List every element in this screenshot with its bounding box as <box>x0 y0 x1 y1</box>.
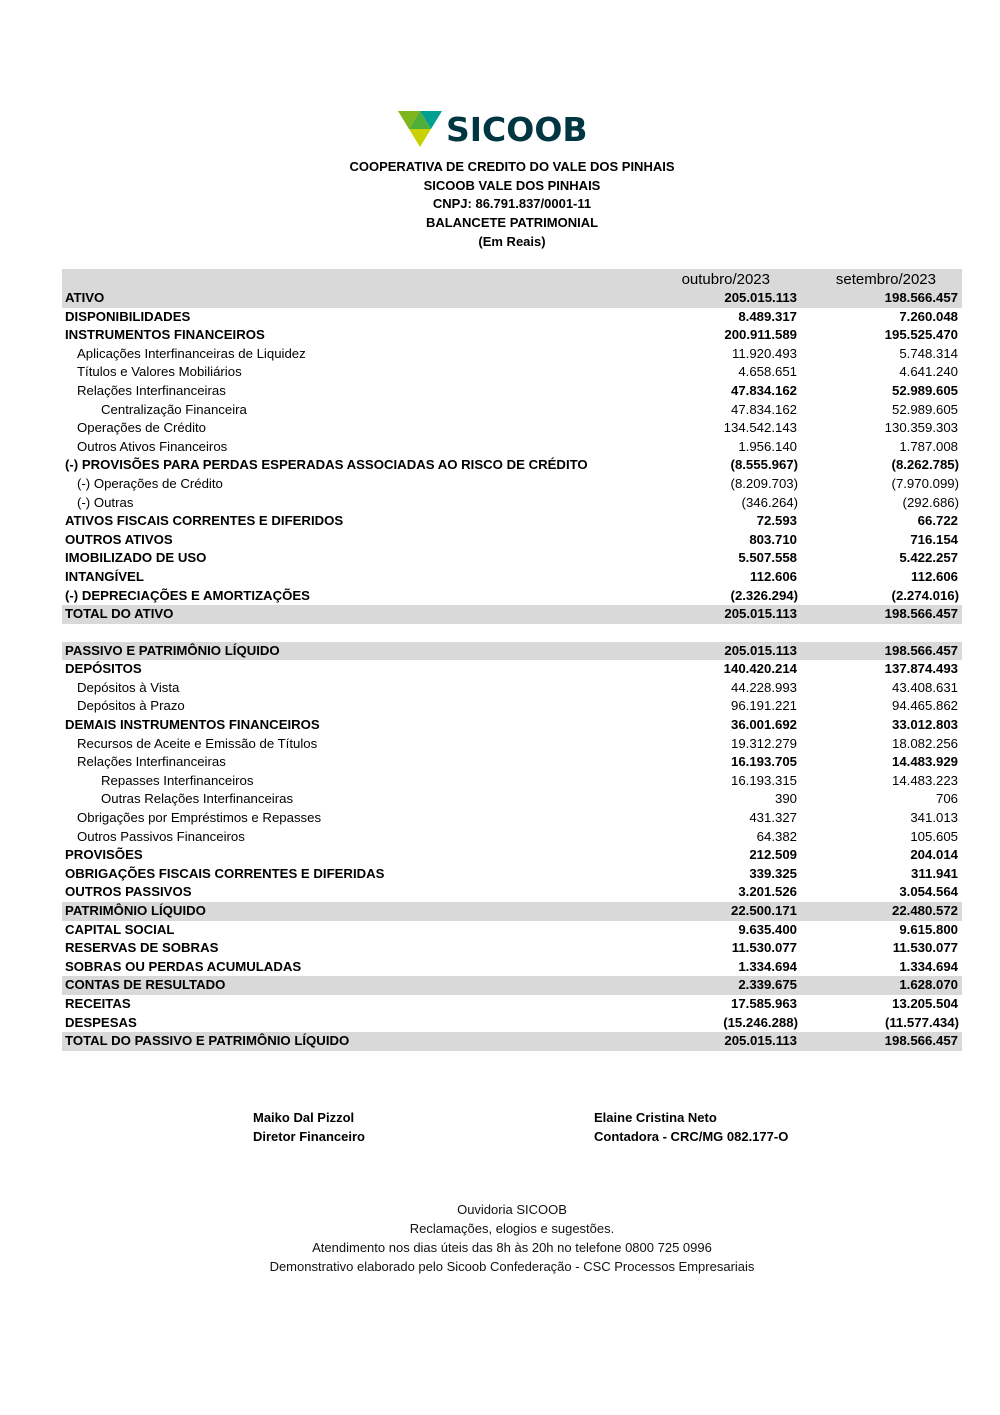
value-previous: 66.722 <box>917 513 958 529</box>
value-current: 11.920.493 <box>731 345 797 361</box>
value-current: 2.339.675 <box>738 977 797 993</box>
row-label: OBRIGAÇÕES FISCAIS CORRENTES E DIFERIDAS <box>65 865 385 881</box>
value-previous: 198.566.457 <box>884 642 958 658</box>
column-headers <box>62 269 962 289</box>
row-label: RECEITAS <box>65 995 131 1011</box>
value-current: 64.382 <box>756 828 797 844</box>
footer-line: Ouvidoria SICOOB <box>457 1202 567 1217</box>
value-current: (15.246.288) <box>723 1014 798 1030</box>
table-row <box>62 382 962 401</box>
value-current: 205.015.113 <box>724 1033 797 1049</box>
value-previous: 3.054.564 <box>899 884 958 900</box>
table-row <box>62 289 962 308</box>
table-row <box>62 772 962 791</box>
table-row <box>62 549 962 568</box>
row-label: ATIVO <box>65 290 105 305</box>
row-label: Outras Relações Interfinanceiras <box>101 791 294 807</box>
value-current: 140.420.214 <box>723 661 797 677</box>
table-row <box>62 809 962 828</box>
cooperative-name: COOPERATIVA DE CREDITO DO VALE DOS PINHAIS <box>349 159 675 174</box>
value-previous: 52.989.605 <box>891 401 958 417</box>
value-current: 134.542.143 <box>723 420 797 436</box>
value-previous: 112.606 <box>911 568 958 584</box>
value-current: 22.500.171 <box>730 903 797 918</box>
value-previous: 43.408.631 <box>891 679 958 695</box>
value-previous: 33.012.803 <box>891 717 958 733</box>
table-row <box>62 883 962 902</box>
row-label: CONTAS DE RESULTADO <box>65 977 226 993</box>
value-previous: 706 <box>935 791 958 807</box>
table-row <box>62 326 962 345</box>
cooperative-short-name: SICOOB VALE DOS PINHAIS <box>423 177 601 193</box>
value-current: 11.530.077 <box>731 940 797 956</box>
value-current: 1.956.140 <box>738 438 797 454</box>
balance-sheet-table <box>62 269 962 1051</box>
table-row <box>62 865 962 884</box>
table-row <box>62 679 962 698</box>
value-current: 3.201.526 <box>738 884 797 900</box>
value-previous: 341.013 <box>910 810 958 826</box>
table-row <box>62 345 962 364</box>
value-current: 1.334.694 <box>738 958 797 974</box>
value-previous: 18.082.256 <box>891 735 958 751</box>
row-label: TOTAL DO ATIVO <box>65 606 174 622</box>
value-previous: 5.422.257 <box>899 550 958 566</box>
row-label: SOBRAS OU PERDAS ACUMULADAS <box>65 958 302 974</box>
value-previous: 195.525.470 <box>884 327 958 343</box>
table-row <box>62 363 962 382</box>
column-header-previous: setembro/2023 <box>835 271 936 288</box>
row-label: (-) PROVISÕES PARA PERDAS ESPERADAS ASSOCIADAS AO RISCO DE CRÉDITO <box>65 457 588 473</box>
value-previous: 198.566.457 <box>884 1033 958 1049</box>
row-label: OUTROS PASSIVOS <box>65 884 192 900</box>
value-current: 205.015.113 <box>724 290 797 305</box>
value-current: (8.209.703) <box>730 475 798 491</box>
value-previous: 22.480.572 <box>891 903 958 918</box>
row-label: (-) DEPRECIAÇÕES E AMORTIZAÇÕES <box>65 587 310 603</box>
row-label: DISPONIBILIDADES <box>65 308 191 324</box>
value-current: 803.710 <box>749 531 797 547</box>
value-current: 17.585.963 <box>730 995 797 1011</box>
footer-line: Demonstrativo elaborado pelo Sicoob Confederação - CSC Processos Empresariais <box>269 1259 755 1274</box>
value-previous: 1.787.008 <box>899 438 958 454</box>
row-label: CAPITAL SOCIAL <box>65 921 175 937</box>
row-label: TOTAL DO PASSIVO E PATRIMÔNIO LÍQUIDO <box>65 1033 350 1049</box>
row-label: Operações de Crédito <box>77 420 207 436</box>
table-row <box>62 308 962 327</box>
value-previous: 11.530.077 <box>892 940 958 956</box>
value-previous: (2.274.016) <box>891 587 959 603</box>
table-row <box>62 790 962 809</box>
row-label: IMOBILIZADO DE USO <box>65 550 207 566</box>
value-current: 36.001.692 <box>730 717 797 733</box>
table-row <box>62 976 962 995</box>
row-label: (-) Operações de Crédito <box>77 475 223 491</box>
value-current: 96.191.221 <box>730 698 797 714</box>
row-label: ATIVOS FISCAIS CORRENTES E DIFERIDOS <box>65 513 344 529</box>
currency-note: (Em Reais) <box>478 233 546 249</box>
row-label: Títulos e Valores Mobiliários <box>77 364 242 380</box>
value-current: 72.593 <box>756 513 797 529</box>
value-previous: 105.605 <box>910 828 958 844</box>
sicoob-triangle-logo-icon <box>398 111 442 147</box>
row-label: PASSIVO E PATRIMÔNIO LÍQUIDO <box>65 642 280 658</box>
value-current: 8.489.317 <box>738 308 797 324</box>
value-current: 44.228.993 <box>730 679 797 695</box>
table-row <box>62 401 962 420</box>
value-previous: 14.483.223 <box>891 772 958 788</box>
row-label: DEMAIS INSTRUMENTOS FINANCEIROS <box>65 717 320 733</box>
row-label: Outros Ativos Financeiros <box>77 438 228 454</box>
value-current: 205.015.113 <box>724 606 797 622</box>
value-previous: (292.686) <box>902 494 959 510</box>
row-label: Depósitos à Prazo <box>77 698 185 714</box>
footer-line: Reclamações, elogios e sugestões. <box>409 1221 615 1236</box>
table-row <box>62 475 962 494</box>
table-row <box>62 568 962 587</box>
row-label: PATRIMÔNIO LÍQUIDO <box>65 903 206 918</box>
table-row <box>62 1014 962 1033</box>
value-previous: (11.577.434) <box>884 1014 959 1030</box>
signer-role: Diretor Financeiro <box>253 1129 365 1144</box>
value-previous: 311.941 <box>911 865 958 881</box>
value-previous: 204.014 <box>910 847 958 863</box>
table-row <box>62 456 962 475</box>
value-current: 16.193.705 <box>730 754 797 770</box>
table-row <box>62 605 962 624</box>
value-previous: 52.989.605 <box>891 382 958 398</box>
table-row <box>62 921 962 940</box>
row-label: Relações Interfinanceiras <box>77 754 226 770</box>
table-row <box>62 531 962 550</box>
value-current: (2.326.294) <box>730 587 798 603</box>
signature-accountant <box>594 1108 788 1146</box>
table-row <box>62 846 962 865</box>
document-title: BALANCETE PATRIMONIAL <box>425 215 599 231</box>
table-row <box>62 735 962 754</box>
value-current: 47.834.162 <box>730 401 797 417</box>
row-label: Relações Interfinanceiras <box>77 382 226 398</box>
signer-role: Contadora - CRC/MG 082.177-O <box>594 1129 789 1144</box>
sicoob-wordmark: SICOOB <box>446 109 588 149</box>
value-current: 112.606 <box>750 568 797 584</box>
table-row <box>62 587 962 606</box>
value-previous: 13.205.504 <box>891 995 958 1011</box>
value-previous: (8.262.785) <box>891 457 959 473</box>
table-row <box>62 660 962 679</box>
row-label: Repasses Interfinanceiros <box>101 772 254 788</box>
value-previous: 7.260.048 <box>899 308 958 324</box>
assets-section <box>62 289 962 624</box>
row-label: Centralização Financeira <box>101 401 247 417</box>
table-row <box>62 438 962 457</box>
table-row <box>62 828 962 847</box>
value-current: (8.555.967) <box>730 457 798 473</box>
row-label: (-) Outras <box>77 494 134 510</box>
value-current: 200.911.589 <box>724 327 797 343</box>
signer-name: Maiko Dal Pizzol <box>253 1110 355 1125</box>
table-row <box>62 995 962 1014</box>
value-previous: 5.748.314 <box>899 345 958 361</box>
table-row <box>62 419 962 438</box>
row-label: Obrigações por Empréstimos e Repasses <box>77 810 322 826</box>
liabilities-section <box>62 642 962 1051</box>
row-label: PROVISÕES <box>65 847 143 863</box>
ombudsman-footer <box>200 1200 824 1276</box>
table-row <box>62 697 962 716</box>
table-row <box>62 716 962 735</box>
table-row <box>62 512 962 531</box>
value-current: 16.193.315 <box>730 772 797 788</box>
table-row <box>62 1032 962 1051</box>
row-label: DESPESAS <box>65 1014 137 1030</box>
table-row <box>62 494 962 513</box>
row-label: Depósitos à Vista <box>77 679 180 695</box>
signer-name: Elaine Cristina Neto <box>594 1110 717 1125</box>
value-previous: 137.874.493 <box>884 661 958 677</box>
value-current: 431.327 <box>749 810 797 826</box>
footer-line: Atendimento nos dias úteis das 8h às 20h no telefone 0800 725 0996 <box>312 1240 712 1255</box>
value-current: 47.834.162 <box>730 382 797 398</box>
value-current: 212.509 <box>749 847 797 863</box>
cnpj: CNPJ: 86.791.837/0001-11 <box>432 196 592 212</box>
row-label: INTANGÍVEL <box>65 568 144 584</box>
row-label: Aplicações Interfinanceiras de Liquidez <box>77 345 306 361</box>
table-row <box>62 642 962 661</box>
row-label: RESERVAS DE SOBRAS <box>65 940 219 956</box>
value-previous: 9.615.800 <box>899 921 958 937</box>
column-header-current: outubro/2023 <box>681 271 770 288</box>
value-current: 4.658.651 <box>738 364 797 380</box>
value-current: 205.015.113 <box>724 642 797 658</box>
row-label: DEPÓSITOS <box>65 661 142 677</box>
table-row <box>62 958 962 977</box>
row-label: INSTRUMENTOS FINANCEIROS <box>65 327 265 343</box>
document-header <box>300 158 724 252</box>
value-current: 390 <box>774 791 797 807</box>
value-current: 9.635.400 <box>738 921 797 937</box>
value-previous: 4.641.240 <box>899 364 958 380</box>
row-label: Outros Passivos Financeiros <box>77 828 245 844</box>
sicoob-logo <box>398 108 588 150</box>
value-current: 19.312.279 <box>730 735 797 751</box>
value-previous: 94.465.862 <box>891 698 958 714</box>
signature-director <box>253 1108 365 1146</box>
value-current: 339.325 <box>749 865 797 881</box>
value-previous: 716.154 <box>910 531 958 547</box>
table-row <box>62 753 962 772</box>
value-previous: (7.970.099) <box>891 475 959 491</box>
value-previous: 1.628.070 <box>899 977 958 993</box>
value-previous: 14.483.929 <box>891 754 958 770</box>
table-row <box>62 902 962 921</box>
row-label: OUTROS ATIVOS <box>65 531 173 547</box>
section-spacer <box>62 624 962 642</box>
row-label: Recursos de Aceite e Emissão de Títulos <box>77 735 318 751</box>
value-previous: 198.566.457 <box>884 606 958 622</box>
value-previous: 130.359.303 <box>884 420 958 436</box>
value-current: (346.264) <box>741 494 798 510</box>
value-current: 5.507.558 <box>738 550 797 566</box>
value-previous: 198.566.457 <box>884 290 958 305</box>
value-previous: 1.334.694 <box>899 958 958 974</box>
table-row <box>62 939 962 958</box>
